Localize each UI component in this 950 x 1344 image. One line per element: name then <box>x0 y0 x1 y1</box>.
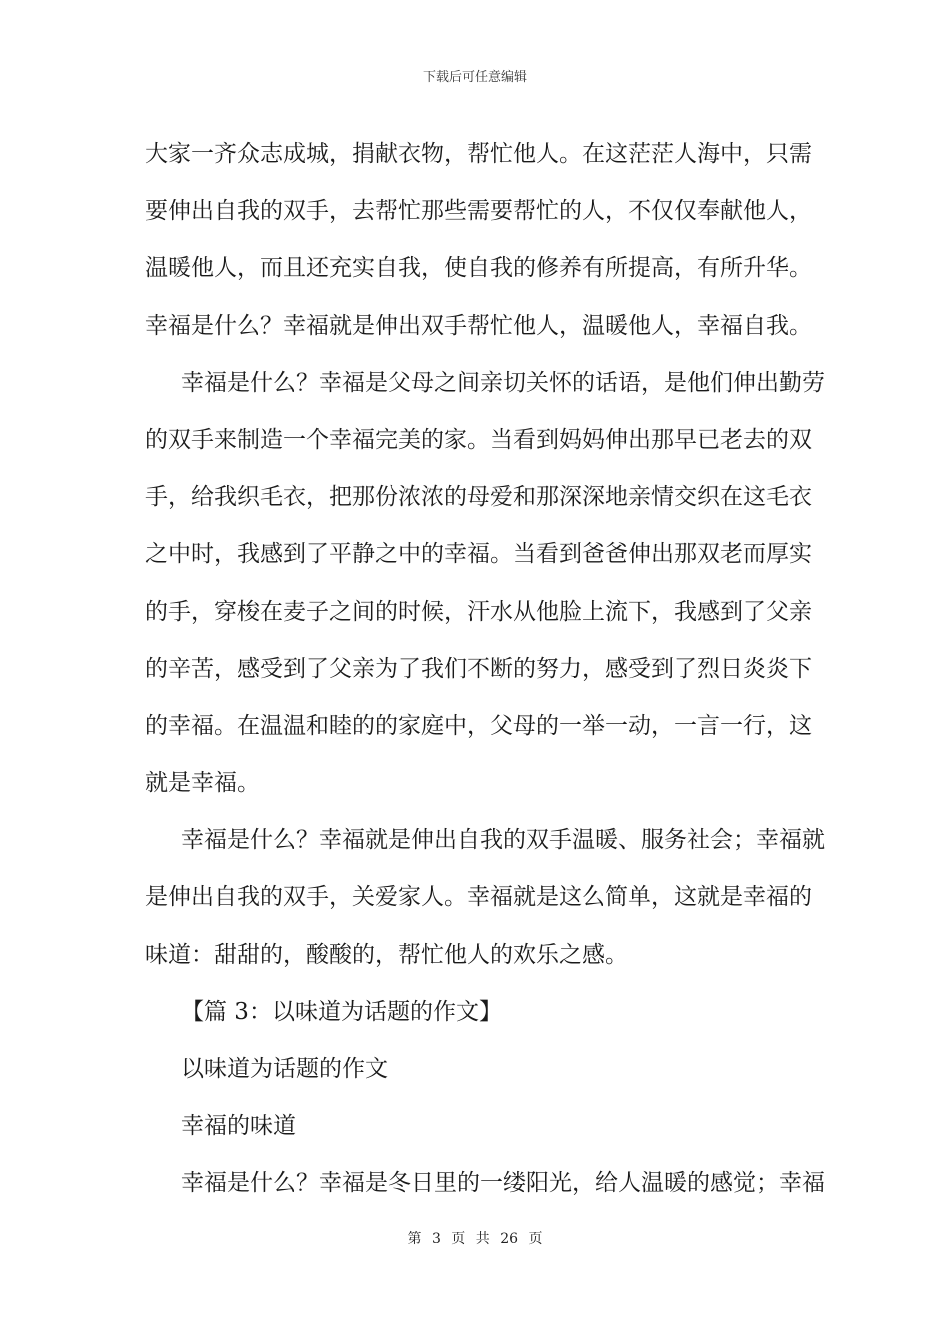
essay-title: 幸福的味道 <box>181 1113 296 1140</box>
text-line: 要伸出自我的双手，去帮忙那些需要帮忙的人，不仅仅奉献他人， <box>145 198 812 225</box>
text-line: 幸福是什么？幸福就是伸出双手帮忙他人，温暖他人，幸福自我。 <box>145 312 812 339</box>
paragraph-first-line: 幸福是什么？幸福是冬日里的一缕阳光，给人温暖的感觉；幸福 <box>181 1170 825 1197</box>
page-number-footer: 第 3 页 共 26 页 <box>407 1231 543 1247</box>
text-line: 的双手来制造一个幸福完美的家。当看到妈妈伸出那早已老去的双 <box>145 426 812 453</box>
essay-topic: 以味道为话题的作文 <box>181 1056 388 1082</box>
text-line: 大家一齐众志成城，捐献衣物，帮忙他人。在这茫茫人海中，只需 <box>145 141 812 167</box>
paragraph-last-line: 味道：甜甜的，酸酸的，帮忙他人的欢乐之感。 <box>145 941 628 968</box>
text-line: 温暖他人，而且还充实自我，使自我的修养有所提高，有所升华。 <box>145 255 812 282</box>
text-line: 手，给我织毛衣，把那份浓浓的母爱和那深深地亲情交织在这毛衣 <box>145 484 812 511</box>
text-line: 之中时，我感到了平静之中的幸福。当看到爸爸伸出那双老而厚实 <box>145 541 812 568</box>
text-line: 的幸福。在温温和睦的的家庭中，父母的一举一动，一言一行，这 <box>145 712 812 739</box>
text-line: 的辛苦，感受到了父亲为了我们不断的努力，感受到了烈日炎炎下 <box>145 655 812 682</box>
text-line: 是伸出自我的双手，关爱家人。幸福就是这么简单，这就是幸福的 <box>145 884 812 911</box>
page-header: 下载后可任意编辑 <box>422 70 527 85</box>
text-line: 的手，穿梭在麦子之间的时候，汗水从他脸上流下，我感到了父亲 <box>145 598 812 625</box>
paragraph-first-line: 幸福是什么？幸福就是伸出自我的双手温暖、服务社会；幸福就 <box>181 827 825 854</box>
section-heading: 【篇 3：以味道为话题的作文】 <box>181 998 502 1025</box>
paragraph-first-line: 幸福是什么？幸福是父母之间亲切关怀的话语，是他们伸出勤劳 <box>181 369 825 396</box>
document-body <box>145 126 825 1213</box>
paragraph-last-line: 就是幸福。 <box>145 770 260 797</box>
